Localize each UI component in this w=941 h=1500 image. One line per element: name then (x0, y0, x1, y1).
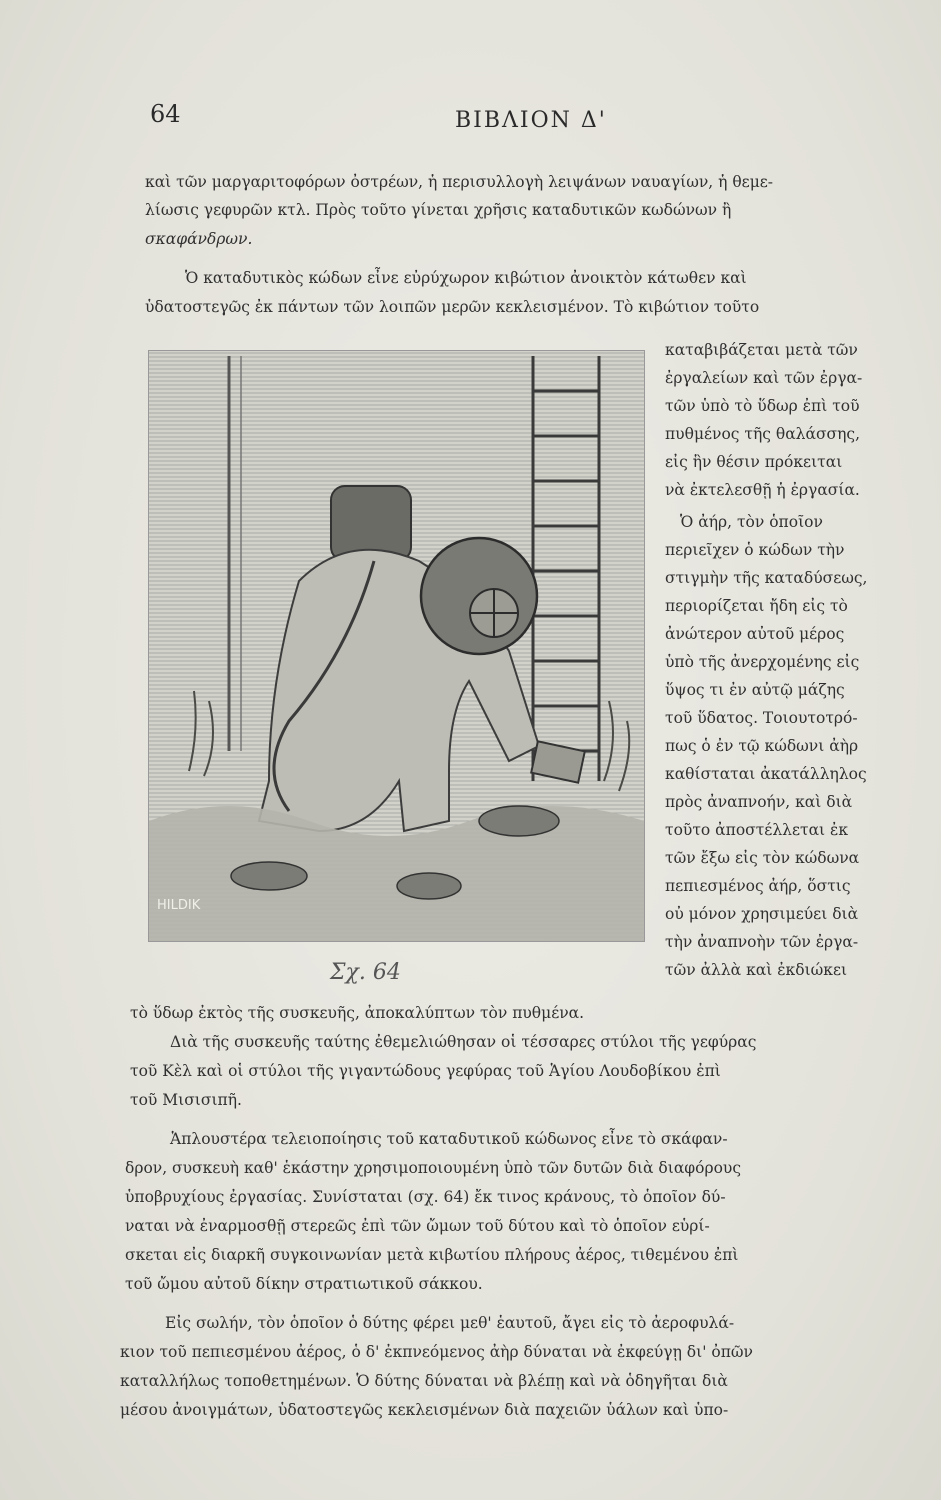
text-line: τῶν ἔξω εἰς τὸν κώδωνα (665, 849, 860, 867)
text-line: τοῦτο ἀποστέλλεται ἐκ (665, 821, 849, 839)
figure-caption: Σχ. 64 (330, 960, 401, 985)
text-line: μέσου ἀνοιγμάτων, ὑδατοστεγῶς κεκλεισμένων διὰ παχειῶν ὑάλων καὶ ὑπο- (120, 1401, 729, 1419)
text-line: καταλλήλως τοποθετημένων. Ὁ δύτης δύναται νὰ βλέπῃ καὶ νὰ ὁδηγῆται διὰ (120, 1372, 728, 1390)
text-line: Εἰς σωλήν, τὸν ὁποῖον ὁ δύτης φέρει μεθ' ἑαυτοῦ, ἄγει εἰς τὸ ἀεροφυλά- (165, 1314, 735, 1332)
text-line: καθίσταται ἀκατάλληλος (665, 765, 867, 783)
text-line: πυθμένος τῆς θαλάσσης, (665, 425, 861, 443)
text-line: ὑπὸ τῆς ἀνερχομένης εἰς (665, 653, 860, 671)
text-line: τοῦ Μισισιπῆ. (130, 1091, 242, 1109)
text-line: σκαφάνδρων. (145, 230, 253, 248)
text-line: τοῦ Κὲλ καὶ οἱ στύλοι τῆς γιγαντώδους γεφύρας τοῦ Ἁγίου Λουδοβίκου ἐπὶ (130, 1062, 721, 1080)
text-line: στιγμὴν τῆς καταδύσεως, (665, 569, 868, 587)
text-line: λίωσις γεφυρῶν κτλ. Πρὸς τοῦτο γίνεται χρῆσις καταδυτικῶν κωδώνων ἢ (145, 201, 732, 219)
text-line: τοῦ ὕδατος. Τοιουτοτρό- (665, 709, 858, 727)
text-line: πρὸς ἀναπνοήν, καὶ διὰ (665, 793, 853, 811)
text-line: Ὁ καταδυτικὸς κώδων εἶνε εὐρύχωρον κιβώτιον ἀνοικτὸν κάτωθεν καὶ (185, 269, 747, 287)
text-line: Ἁπλουστέρα τελειοποίησις τοῦ καταδυτικοῦ κώδωνος εἶνε τὸ σκάφαν- (170, 1130, 728, 1148)
text-line: ἀνώτερον αὐτοῦ μέρος (665, 625, 845, 643)
text-line: ὕψος τι ἐν αὐτῷ μάζης (665, 681, 845, 699)
text-line: δρον, συσκευὴ καθ' ἑκάστην χρησιμοποιουμένη ὑπὸ τῶν δυτῶν διὰ διαφόρους (125, 1159, 742, 1177)
text-line: καταβιβάζεται μετὰ τῶν (665, 341, 858, 359)
text-line: ναται νὰ ἐναρμοσθῇ στερεῶς ἐπὶ τῶν ὤμων τοῦ δύτου καὶ τὸ ὁποῖον εὑρί- (125, 1217, 710, 1235)
engraver-signature: HILDIK (157, 898, 201, 913)
text-line: σκεται εἰς διαρκῆ συγκοινωνίαν μετὰ κιβωτίου πλήρους ἀέρος, τιθεμένου ἐπὶ (125, 1246, 739, 1264)
text-line: τὸ ὕδωρ ἐκτὸς τῆς συσκευῆς, ἀποκαλύπτων τὸν πυθμένα. (130, 1004, 585, 1022)
text-line: κιον τοῦ πεπιεσμένου ἀέρος, ὁ δ' ἐκπνεόμενος ἀὴρ δύναται νὰ ἐκφεύγῃ δι' ὀπῶν (120, 1343, 753, 1361)
text-line: τῶν ὑπὸ τὸ ὕδωρ ἐπὶ τοῦ (665, 397, 860, 415)
text-line: νὰ ἐκτελεσθῇ ἡ ἐργασία. (665, 481, 860, 499)
text-line: τοῦ ὤμου αὐτοῦ δίκην στρατιωτικοῦ σάκκου. (125, 1275, 483, 1293)
text-line: τῶν ἀλλὰ καὶ ἐκδιώκει (665, 961, 848, 979)
text-line: εἰς ἣν θέσιν πρόκειται (665, 453, 843, 471)
text-line: ὑποβρυχίους ἐργασίας. Συνίσταται (σχ. 64) ἔκ τινος κράνους, τὸ ὁποῖον δύ- (125, 1188, 726, 1206)
text-line: οὐ μόνον χρησιμεύει διὰ (665, 905, 859, 923)
text-line: πως ὁ ἐν τῷ κώδωνι ἀὴρ (665, 737, 859, 755)
page-number: 64 (150, 100, 181, 128)
text-line: Ὁ ἀήρ, τὸν ὁποῖον (680, 513, 823, 531)
text-line: τὴν ἀναπνοὴν τῶν ἐργα- (665, 933, 859, 951)
text-line: περιεῖχεν ὁ κώδων τὴν (665, 541, 845, 559)
diver-illustration (148, 350, 645, 942)
text-line: πεπιεσμένος ἀήρ, ὅστις (665, 877, 851, 895)
text-line: ὑδατοστεγῶς ἐκ πάντων τῶν λοιπῶν μερῶν κεκλεισμένον. Τὸ κιβώτιον τοῦτο (145, 298, 760, 316)
text-line: Διὰ τῆς συσκευῆς ταύτης ἐθεμελιώθησαν οἱ τέσσαρες στύλοι τῆς γεφύρας (170, 1033, 757, 1051)
text-line: καὶ τῶν μαργαριτοφόρων ὀστρέων, ἡ περισυλλογὴ λειψάνων ναυαγίων, ἡ θεμε- (145, 173, 774, 191)
running-title: ΒΙΒΛΙΟΝ Δ' (455, 108, 607, 133)
text-line: ἐργαλείων καὶ τῶν ἐργα- (665, 369, 863, 387)
text-line: περιορίζεται ἤδη εἰς τὸ (665, 597, 848, 615)
